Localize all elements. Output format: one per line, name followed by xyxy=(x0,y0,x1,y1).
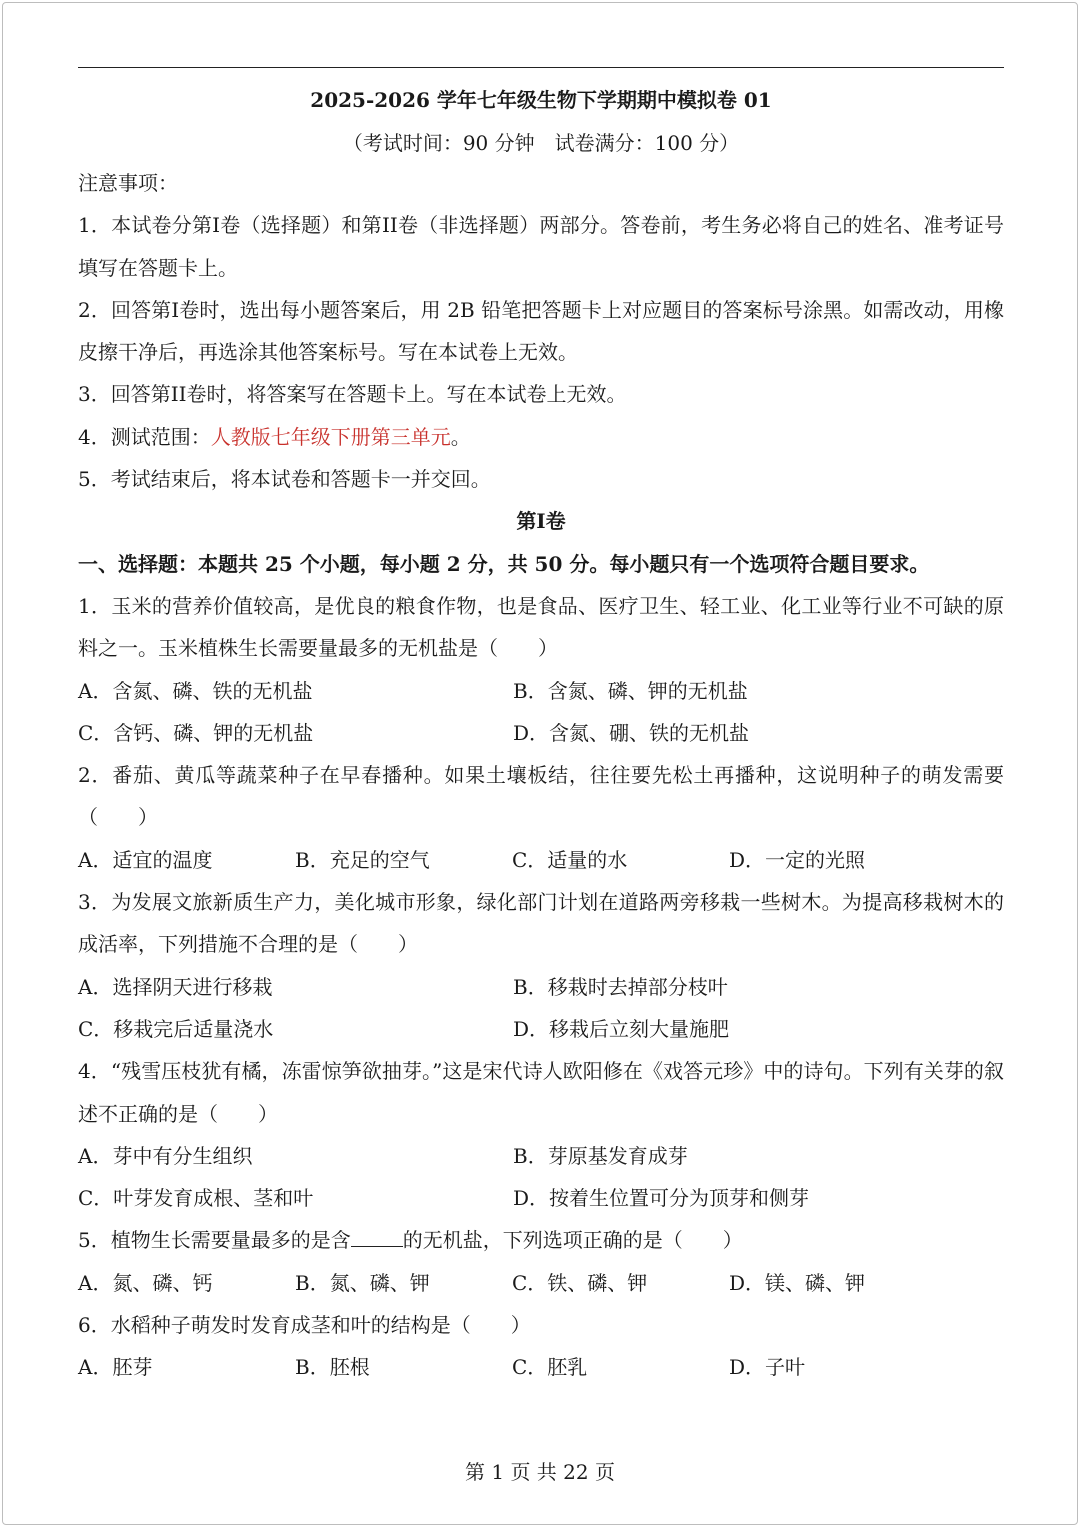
option-a: A．氮、磷、钙 xyxy=(78,1270,213,1295)
notes-heading: 注意事项： xyxy=(78,171,178,195)
test-scope-highlight: 人教版七年级下册第三单元 xyxy=(210,424,451,449)
note-item-4-prefix: 4．测试范围： xyxy=(78,424,211,449)
page-content xyxy=(78,84,1004,1389)
question-5-options xyxy=(78,1262,1004,1304)
question-4-options xyxy=(78,1135,1004,1177)
note-item-4 xyxy=(78,416,1004,458)
question-4-stem: 4．“残雪压枝犹有橘，冻雷惊笋欲抽芽。”这是宋代诗人欧阳修在《戏答元珍》中的诗句。下列有关芽的叙述不正确的是（ ） xyxy=(78,1059,1004,1126)
question-6-options xyxy=(78,1346,1004,1388)
option-a: A．适宜的温度 xyxy=(78,847,213,872)
question-1-options xyxy=(78,670,1004,712)
option-d: D．子叶 xyxy=(729,1355,806,1380)
fill-blank xyxy=(351,1224,403,1247)
note-item-4-suffix: 。 xyxy=(450,424,471,449)
question-5-stem xyxy=(78,1219,1004,1261)
note-item-1: 1．本试卷分第I卷（选择题）和第II卷（非选择题）两部分。答卷前，考生务必将自己的姓名、准考证号填写在答题卡上。 xyxy=(78,213,1004,280)
option-b: B．移栽时去掉部分枝叶 xyxy=(513,974,728,999)
question-3-options-row2 xyxy=(78,1008,1004,1050)
question-4-options-row2 xyxy=(78,1177,1004,1219)
question-5-stem-before: 5．植物生长需要量最多的是含 xyxy=(78,1228,351,1253)
option-a: A．芽中有分生组织 xyxy=(78,1143,253,1168)
note-item-5: 5．考试结束后，将本试卷和答题卡一并交回。 xyxy=(78,467,491,492)
option-c: C．含钙、磷、钾的无机盐 xyxy=(78,720,314,745)
page-number: 第 1 页 共 22 页 xyxy=(465,1460,615,1484)
option-a: A．选择阴天进行移栽 xyxy=(78,974,273,999)
option-d: D．移栽后立刻大量施肥 xyxy=(513,1016,730,1041)
question-5-stem-after: 的无机盐，下列选项正确的是（ ） xyxy=(402,1228,743,1253)
question-2-stem: 2．番茄、黄瓜等蔬菜种子在早春播种。如果土壤板结，往往要先松土再播种，这说明种子的萌发需要（ ） xyxy=(78,763,1004,830)
option-d: D．一定的光照 xyxy=(729,847,866,872)
question-1-options-row2 xyxy=(78,712,1004,754)
option-c: C．铁、磷、钾 xyxy=(512,1270,648,1295)
header-rule xyxy=(78,67,1004,68)
option-d: D．镁、磷、钾 xyxy=(729,1270,866,1295)
exam-subtitle: （考试时间：90 分钟 试卷满分：100 分） xyxy=(342,131,740,155)
option-c: C．适量的水 xyxy=(512,847,628,872)
option-c: C．移栽完后适量浇水 xyxy=(78,1016,274,1041)
exam-title: 2025-2026 学年七年级生物下学期期中模拟卷 01 xyxy=(310,88,772,112)
option-a: A．胚芽 xyxy=(78,1355,153,1380)
option-b: B．充足的空气 xyxy=(295,847,430,872)
section-title: 第I卷 xyxy=(516,509,566,534)
option-d: D．含氮、硼、铁的无机盐 xyxy=(513,720,750,745)
question-3-stem: 3．为发展文旅新质生产力，美化城市形象，绿化部门计划在道路两旁移栽一些树木。为提高移栽树木的成活率，下列措施不合理的是（ ） xyxy=(78,890,1004,957)
question-2-options xyxy=(78,839,1004,881)
section-instructions: 一、选择题：本题共 25 个小题，每小题 2 分，共 50 分。每小题只有一个选项符合题目要求。 xyxy=(78,551,930,576)
option-b: B．氮、磷、钾 xyxy=(295,1270,430,1295)
question-3-options xyxy=(78,966,1004,1008)
option-a: A．含氮、磷、铁的无机盐 xyxy=(78,678,313,703)
question-1-stem: 1．玉米的营养价值较高，是优良的粮食作物，也是食品、医疗卫生、轻工业、化工业等行业不可缺的原料之一。玉米植株生长需要量最多的无机盐是（ ） xyxy=(78,593,1004,661)
note-item-2: 2．回答第I卷时，选出每小题答案后，用 2B 铅笔把答题卡上对应题目的答案标号涂黑。如需改动，用橡皮擦干净后，再选涂其他答案标号。写在本试卷上无效。 xyxy=(78,297,1004,365)
note-item-3: 3．回答第II卷时，将答案写在答题卡上。写在本试卷上无效。 xyxy=(78,382,627,407)
option-b: B．芽原基发育成芽 xyxy=(513,1143,688,1168)
option-b: B．含氮、磷、钾的无机盐 xyxy=(513,678,748,703)
question-6-stem: 6．水稻种子萌发时发育成茎和叶的结构是（ ） xyxy=(78,1313,531,1338)
option-d: D．按着生位置可分为顶芽和侧芽 xyxy=(513,1186,810,1211)
option-b: B．胚根 xyxy=(295,1355,370,1380)
option-c: C．叶芽发育成根、茎和叶 xyxy=(78,1186,314,1211)
option-c: C．胚乳 xyxy=(512,1355,588,1380)
